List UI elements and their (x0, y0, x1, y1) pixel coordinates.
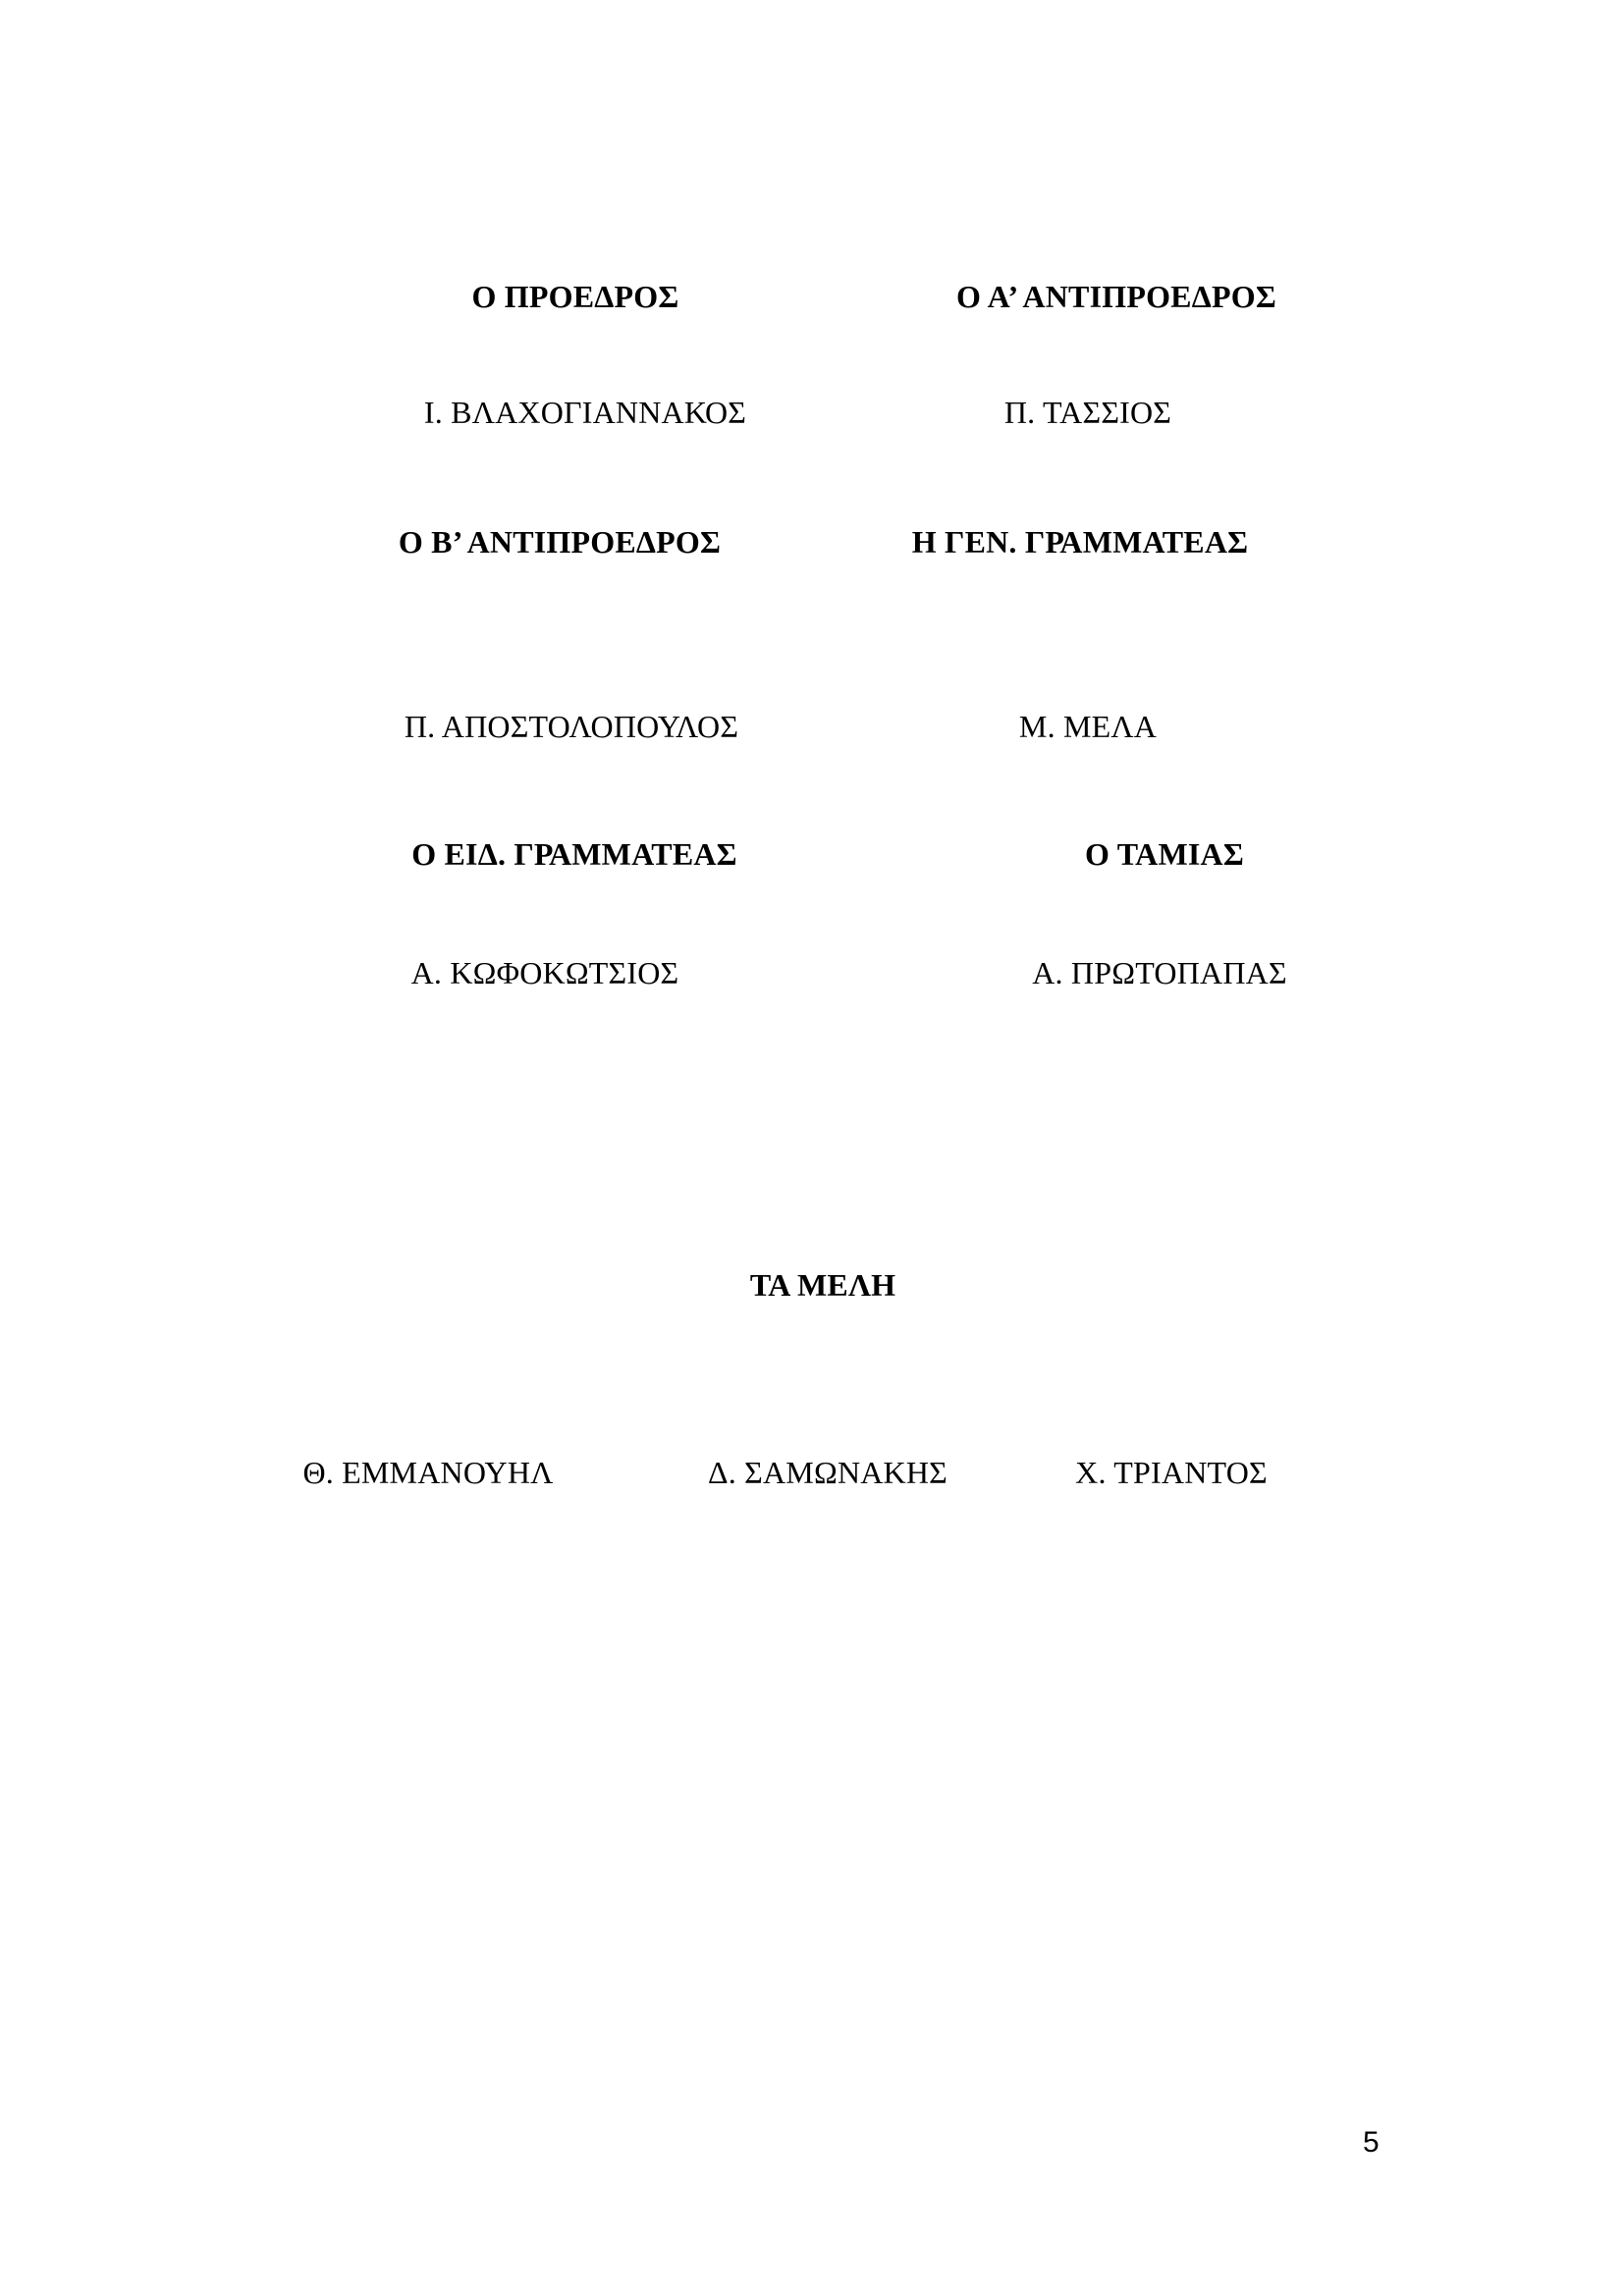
treasurer-name: Α. ΠΡΩΤΟΠΑΠΑΣ (1032, 955, 1287, 990)
member-name-1: Θ. ΕΜΜΑΝΟΥΗΛ (302, 1455, 554, 1490)
member-name-3: Χ. ΤΡΙΑΝΤΟΣ (1075, 1455, 1268, 1490)
member-name-2: Δ. ΣΑΜΩΝΑΚΗΣ (707, 1455, 948, 1490)
treasurer-title: Ο ΤΑΜΙΑΣ (1085, 836, 1244, 872)
special-secretary-name: Α. ΚΩΦΟΚΩΤΣΙΟΣ (410, 955, 679, 990)
members-heading: ΤΑ ΜΕΛΗ (749, 1267, 896, 1303)
vice-president-a-title: Ο Α’ ΑΝΤΙΠΡΟΕΔΡΟΣ (956, 279, 1276, 314)
vice-president-b-name: Π. ΑΠΟΣΤΟΛΟΠΟΥΛΟΣ (404, 709, 739, 744)
general-secretary-name: Μ. ΜΕΛΑ (1018, 709, 1158, 744)
page-number: 5 (1363, 2126, 1380, 2159)
president-name: Ι. ΒΛΑΧΟΓΙΑΝΝΑΚΟΣ (423, 395, 747, 430)
president-title: Ο ΠΡΟΕΔΡΟΣ (471, 279, 679, 314)
general-secretary-title: Η ΓΕΝ. ΓΡΑΜΜΑΤΕΑΣ (911, 524, 1249, 560)
vice-president-a-name: Π. ΤΑΣΣΙΟΣ (1003, 395, 1172, 430)
vice-president-b-title: Ο Β’ ΑΝΤΙΠΡΟΕΔΡΟΣ (398, 524, 722, 560)
special-secretary-title: Ο ΕΙΔ. ΓΡΑΜΜΑΤΕΑΣ (411, 836, 737, 872)
